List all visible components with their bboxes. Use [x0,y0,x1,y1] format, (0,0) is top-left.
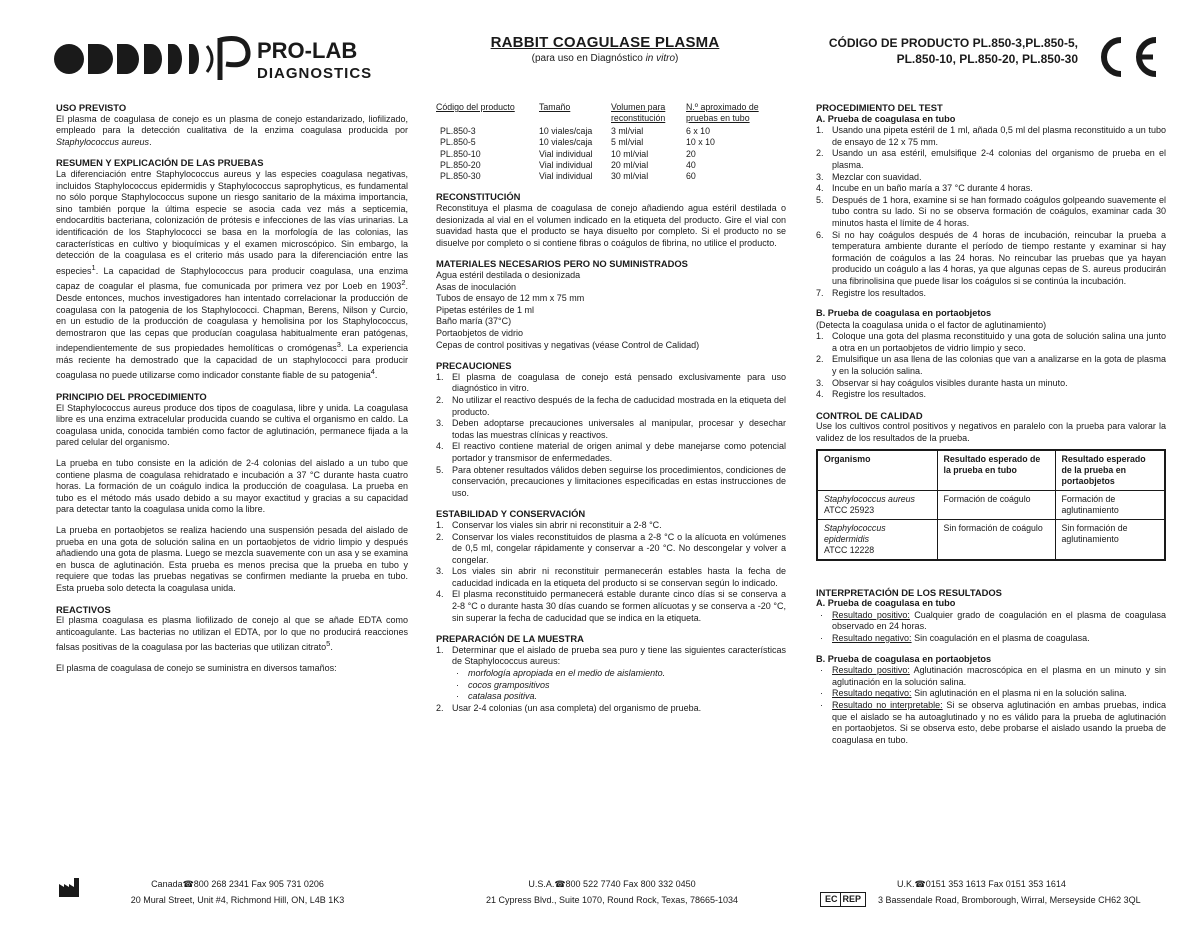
list-item: Cepas de control positivas y negativas (véase Control de Calidad) [436,339,700,350]
table-row: PL.850-30 Vial individual 30 ml/vial 60 [440,171,696,182]
reactivos-paragraph-1: El plasma coagulasa es plasma liofilizado de conejo al que se añade EDTA como anticoagulante. Las bacterias no utilizan el EDTA, por lo que no producirá reacciones falsas positivas de la coagulasa por las bacterias que utilizan citrato$^5$. [56,615,408,653]
section-heading-interpretacion: INTERPRETACIÓN DE LOS RESULTADOS [816,586,1002,598]
materiales-list [436,270,786,351]
list-item: 1. Conservar los viales sin abrir ni reconstituir a 2-8 °C. [436,519,662,530]
quality-control-table [816,449,1166,561]
list-item: · catalasa positiva. [456,691,538,702]
list-item: · Resultado positivo: Aglutinación macroscópica en el plasma en un minuto y sin aglutinación en la solución salina. [820,665,1167,687]
section-heading-reactivos: REACTIVOS [56,603,111,615]
canada-address: 20 Mural Street, Unit #4, Richmond Hill, ON, L4B 1K3 [130,895,345,905]
document-title: RABBIT COAGULASE PLASMA [490,34,720,51]
precauciones-list [436,372,786,500]
list-item: 4. Incube en un baño maría a 37 °C durante 4 horas. [816,183,1033,194]
procedimiento-portaobjetos-list [816,331,1166,401]
subheading-interp-portaobjetos: B. Prueba de coagulasa en portaobjetos [816,653,992,664]
table-row: Staphylococcus aureus ATCC 25923 Formación de coágulo Formación de aglutinamiento [817,490,1165,519]
list-item: 4. El plasma reconstituido permanecerá estable durante cinco días si se conserva a 2-8 °C o durante hasta 30 días cuando se formen alícuotas y se conserva a -20 °C, sin superar la fecha de caducidad que se indica en la etiqueta. [436,589,786,623]
uk-address-row [820,892,1165,908]
section-heading-principio: PRINCIPIO DEL PROCEDIMIENTO [56,391,207,403]
interp-tubo-list [816,610,1166,645]
document-title-block [470,34,740,64]
section-heading-preparacion: PREPARACIÓN DE LA MUESTRA [436,633,584,645]
qc-table-header: Organismo Resultado esperado de la prueba en tubo Resultado esperado de la prueba en portaobjetos [817,450,1165,491]
product-table [436,102,781,182]
list-item: 1. Determinar que el aislado de prueba sea puro y tiene las siguientes características de Staphylococcus aureus: · morfología apropiada en el medio de aislamiento. · cocos grampositivos · catalasa positiva. [436,644,786,702]
table-row: Staphylococcus epidermidis ATCC 12228 Sin formación de coágulo Sin formación de aglutinamiento [817,519,1165,560]
resumen-paragraph: La diferenciación entre Staphylococcus aureus y las especies coagulasa negativas, incluidos Staphylococcus epidermidis y Staphylococcus saprophyticus, es fundamental no sólo porque Staphylococcus supone un riesgo sanitario de la máxima importancia, sino también porque la última especie se asocia cada vez más a septicemia, endocarditis bacteriana, colonización de prótesis e infecciones de las vías urinarias. La identificación de los Staphylococci se basa en la morfología de las colonias, las características en cultivo y bioquímicas y el examen microscópico. Sin embargo, la detección de la coagulasa es el criterio más usado para la diferenciación entre las especies$^1$. La capacidad de Staphylococcus para producir coagulasa, una enzima capaz de coagular el plasma, fue comunicada por primera vez por Loeb en 1903$^2$. Desde entonces, muchos investigadores han intentado correlacionar la producción de coagulasa con la patogenia de los Staphylococci. Chapman, Berens, Nilson y Curcio, en un estudio de la producción de coagulasa y hemolisina por los Staphylococcus, demostraron que las cepas que producían coagulasa habitualmente eran patógenas, independientemente de sus propiedades hemolíticas o cromógenas$^3$. La experiencia más reciente ha demostrado que la capacidad de un staphylococci para producir coagulasa no puede utilizarse como indicador constante fiable de su patogenia$^4$. [56,168,408,381]
list-item: 3. Observar si hay coágulos visibles durante hasta un minuto. [816,377,1068,388]
section-heading-control-calidad: CONTROL DE CALIDAD [816,409,923,421]
product-table-header: Código del producto Tamaño Volumen para reconstitución N.º aproximado de pruebas en tubo [436,102,759,123]
subheading-interp-tubo: A. Prueba de coagulasa en tubo [816,598,956,609]
section-heading-materiales: MATERIALES NECESARIOS PERO NO SUMINISTRADOS [436,258,688,270]
uso-paragraph: El plasma de coagulasa de conejo es un plasma de conejo estandarizado, liofilizado, empleado para la detección cualitativa de la enzima coagulasa producida por Staphylococcus aureus. [56,113,408,147]
section-heading-procedimiento: PROCEDIMIENTO DEL TEST [816,102,943,113]
canada-phone: Canada☎800 268 2341 Fax 905 731 0206 [151,879,324,889]
column-left [56,102,408,675]
table-row: PL.850-5 10 viales/caja 5 ml/vial 10 x 10 [440,137,715,148]
section-heading-resumen: RESUMEN Y EXPLICACIÓN DE LAS PRUEBAS [56,157,264,169]
subheading-tubo: A. Prueba de coagulasa en tubo [816,113,956,124]
contact-uk [820,876,1165,908]
section-heading-precauciones: PRECAUCIONES [436,360,512,372]
pro-lab-logo [52,34,402,84]
product-codes: CÓDIGO DE PRODUCTO PL.850-3,PL.850-5, PL.850-10, PL.850-20, PL.850-30 [828,36,1078,66]
list-item: · Resultado negativo: Sin aglutinación en el plasma ni en la solución salina. [820,688,1127,699]
control-calidad-paragraph: Use los cultivos control positivos y negativos en paralelo con la prueba para valorar la validez de los resultados de la prueba. [816,421,1166,444]
list-item: 3. Deben adoptarse precauciones universales al manipular, procesar y desechar todas las muestras clínicas y reactivos. [436,418,786,440]
section-heading-estabilidad: ESTABILIDAD Y CONSERVACIÓN [436,508,586,520]
principio-paragraph-3: La prueba en portaobjetos se realiza haciendo una suspensión pesada del aislado de prueba en una gota de solución salina en un portaobjetos de vidrio limpio y después añadiendo una gota de plasma. Luego se mezcla suavemente con un asa y se examina en busca de aglutinación. Esta prueba es menos precisa que la prueba en tubo y requiere que todas las pruebas negativas se confirmen mediante la prueba en tubo. Esta prueba solo detecta la coagulasa unida. [56,525,408,593]
reconstitucion-paragraph: Reconstituya el plasma de coagulasa de conejo añadiendo agua estéril destilada o desionizada al vial en el volumen indicado en la etiqueta del producto. Gire el vial con suavidad hasta que el producto se haya disuelto por completo. Si el producto no se disuelve por completo o si contiene fibras o coágulos de fibrina, no utilice el producto. [436,203,786,248]
usa-address: 21 Cypress Blvd., Suite 1070, Round Rock, Texas, 78665-1034 [486,895,738,905]
list-item: Agua estéril destilada o desionizada [436,270,581,281]
list-item: · Resultado negativo: Sin coagulación en el plasma de coagulasa. [820,633,1090,643]
list-item: · Resultado no interpretable: Si se observa aglutinación en ambas pruebas, indica que el aislado se ha autoaglutinado y no es válido para la prueba de aglutinación en portaobjetos. Si se observa esto, debe probarse el aislado usando la prueba de coagulasa en tubo. [820,699,1166,745]
list-item: 2. Usando un asa estéril, emulsifique 2-4 colonias del organismo de prueba en el plasma. [816,148,1166,170]
list-item: Baño maría (37°C) [436,316,512,327]
list-item: 1. Coloque una gota del plasma reconstituido y una gota de solución salina una junto a otra en un portaobjetos de vidrio limpio y seco. [816,331,1166,353]
contact-usa [474,876,750,908]
list-item: Tubos de ensayo de 12 mm x 75 mm [436,293,585,304]
list-item: 5. Para obtener resultados válidos deben seguirse los procedimientos, condiciones de conservación, precauciones y limitaciones especificadas en estas instrucciones de uso. [436,464,786,498]
list-item: 2. Conservar los viales reconstituidos de plasma a 2-8 °C o la alícuota en volúmenes de 0,5 ml, congelar rápidamente y conservar a -20 °C. No descongelar y volver a congelar. [436,531,786,565]
interp-portaobjetos-list [816,665,1166,746]
list-item: 2. Emulsifique un asa llena de las colonias que van a analizarse en la gota de plasma y en la solución salina. [816,354,1166,377]
ec-rep-icon: EC REP [820,892,866,907]
principio-paragraph-1: El Staphylococcus aureus produce dos tipos de coagulasa, libre y unida. La coagulasa libre es una enzima extracelular producida cuando se cultiva el organismo en caldo. La coagulasa unida, conocida también como factor de aglutinación, permanece fijada a la pared celular del organismo. [56,402,408,448]
list-item: 4. El reactivo contiene material de origen animal y debe manejarse como potencial portador y transmisor de enfermedades. [436,441,786,463]
section-heading-uso: USO PREVISTO [56,102,127,113]
list-item: 1. El plasma de coagulasa de conejo está pensado exclusivamente para uso diagnóstico in vitro. [436,371,786,394]
contact-canada [120,876,355,908]
list-item: Pipetas estériles de 1 ml [436,304,535,315]
document-subtitle: (para uso en Diagnóstico in vitro) [531,53,679,64]
subheading-portaobjetos: B. Prueba de coagulasa en portaobjetos [816,308,992,319]
ce-mark-icon [1090,32,1160,82]
table-row: PL.850-3 10 viales/caja 3 ml/vial 6 x 10 [440,126,710,136]
column-right [816,102,1166,746]
reactivos-paragraph-2: El plasma de coagulasa de conejo se suministra en diversos tamaños: [56,662,337,673]
list-item: · Resultado positivo: Cualquier grado de coagulación en el plasma de coagulasa observado en 24 horas. [820,609,1166,632]
table-row: PL.850-10 Vial individual 10 ml/vial 20 [440,148,696,159]
list-item: 5. Después de 1 hora, examine si se han formado coágulos golpeando suavemente el tubo contra su lado. Si no se observa formación de coágulos, examinar cada 30 minutos hasta el límite de 4 horas. [816,194,1166,228]
table-row: PL.850-20 Vial individual 20 ml/vial 40 [440,159,696,170]
list-item: 4. Registre los resultados. [816,389,927,400]
principio-paragraph-2: La prueba en tubo consiste en la adición de 2-4 colonias del aislado a un tubo que contiene plasma de coagulasa rehidratado e incubación a 37 °C durante hasta cuatro horas. La formación de un coágulo indica la producción de coagulasa. La prueba en tubo es el método más usado debido a su mayor exactitud y gracias a su capacidad para detectar tanto la coagulasa unida como la libre. [56,458,408,515]
section-heading-reconstitucion: RECONSTITUCIÓN [436,191,521,203]
list-item: 1. Usando una pipeta estéril de 1 ml, añada 0,5 ml del plasma reconstituido a un tubo de ensayo de 12 x 75 mm. [816,125,1166,147]
usa-phone: U.S.A.☎800 522 7740 Fax 800 332 0450 [528,879,696,889]
procedimiento-tubo-list [816,125,1166,299]
list-item: Asas de inoculación [436,281,517,292]
estabilidad-list [436,520,786,624]
list-item: 3. Los viales sin abrir ni reconstituir permanecerán estables hasta la fecha de caducidad indicada en la etiqueta del producto si se conservan según lo indicado. [436,566,786,588]
list-item: 2. No utilizar el reactivo después de la fecha de caducidad mostrada en la etiqueta del producto. [436,394,786,417]
list-item: 6. Si no hay coágulos después de 4 horas de incubación, reincubar la prueba a temperatura ambiente durante el período de tiempo restante y examinar si hay formación de coágulos a las 24 horas. No reincubar las pruebas que ya hayan producido un coágulo a las 4 horas, ya que algunas cepas de S. aureus producirán una fibrinolisina que puede lisar los coágulos si se continúa la incubación. [816,229,1166,286]
brand-name: PRO-LAB [257,38,358,63]
list-item: 2. Usar 2-4 colonias (un asa completa) del organismo de prueba. [436,702,702,713]
uk-phone: U.K.☎0151 353 1613 Fax 0151 353 1614 [897,879,1066,889]
list-item: · cocos grampositivos [456,679,550,690]
list-item: 7. Registre los resultados. [816,287,927,298]
list-item: 3. Mezclar con suavidad. [816,171,922,182]
preparacion-list [436,645,786,715]
portaobjetos-note: (Detecta la coagulasa unida o el factor de aglutinamiento) [816,319,1047,330]
manufacturer-icon [58,876,80,898]
uk-address: 3 Bassendale Road, Bromborough, Wirral, Merseyside CH62 3QL [878,895,1141,905]
list-item: Portaobjetos de vidrio [436,328,524,339]
column-middle [436,102,786,714]
list-item: · morfología apropiada en el medio de aislamiento. [456,668,666,679]
brand-subtitle: DIAGNOSTICS [257,65,373,82]
preparacion-sublist [452,668,786,703]
